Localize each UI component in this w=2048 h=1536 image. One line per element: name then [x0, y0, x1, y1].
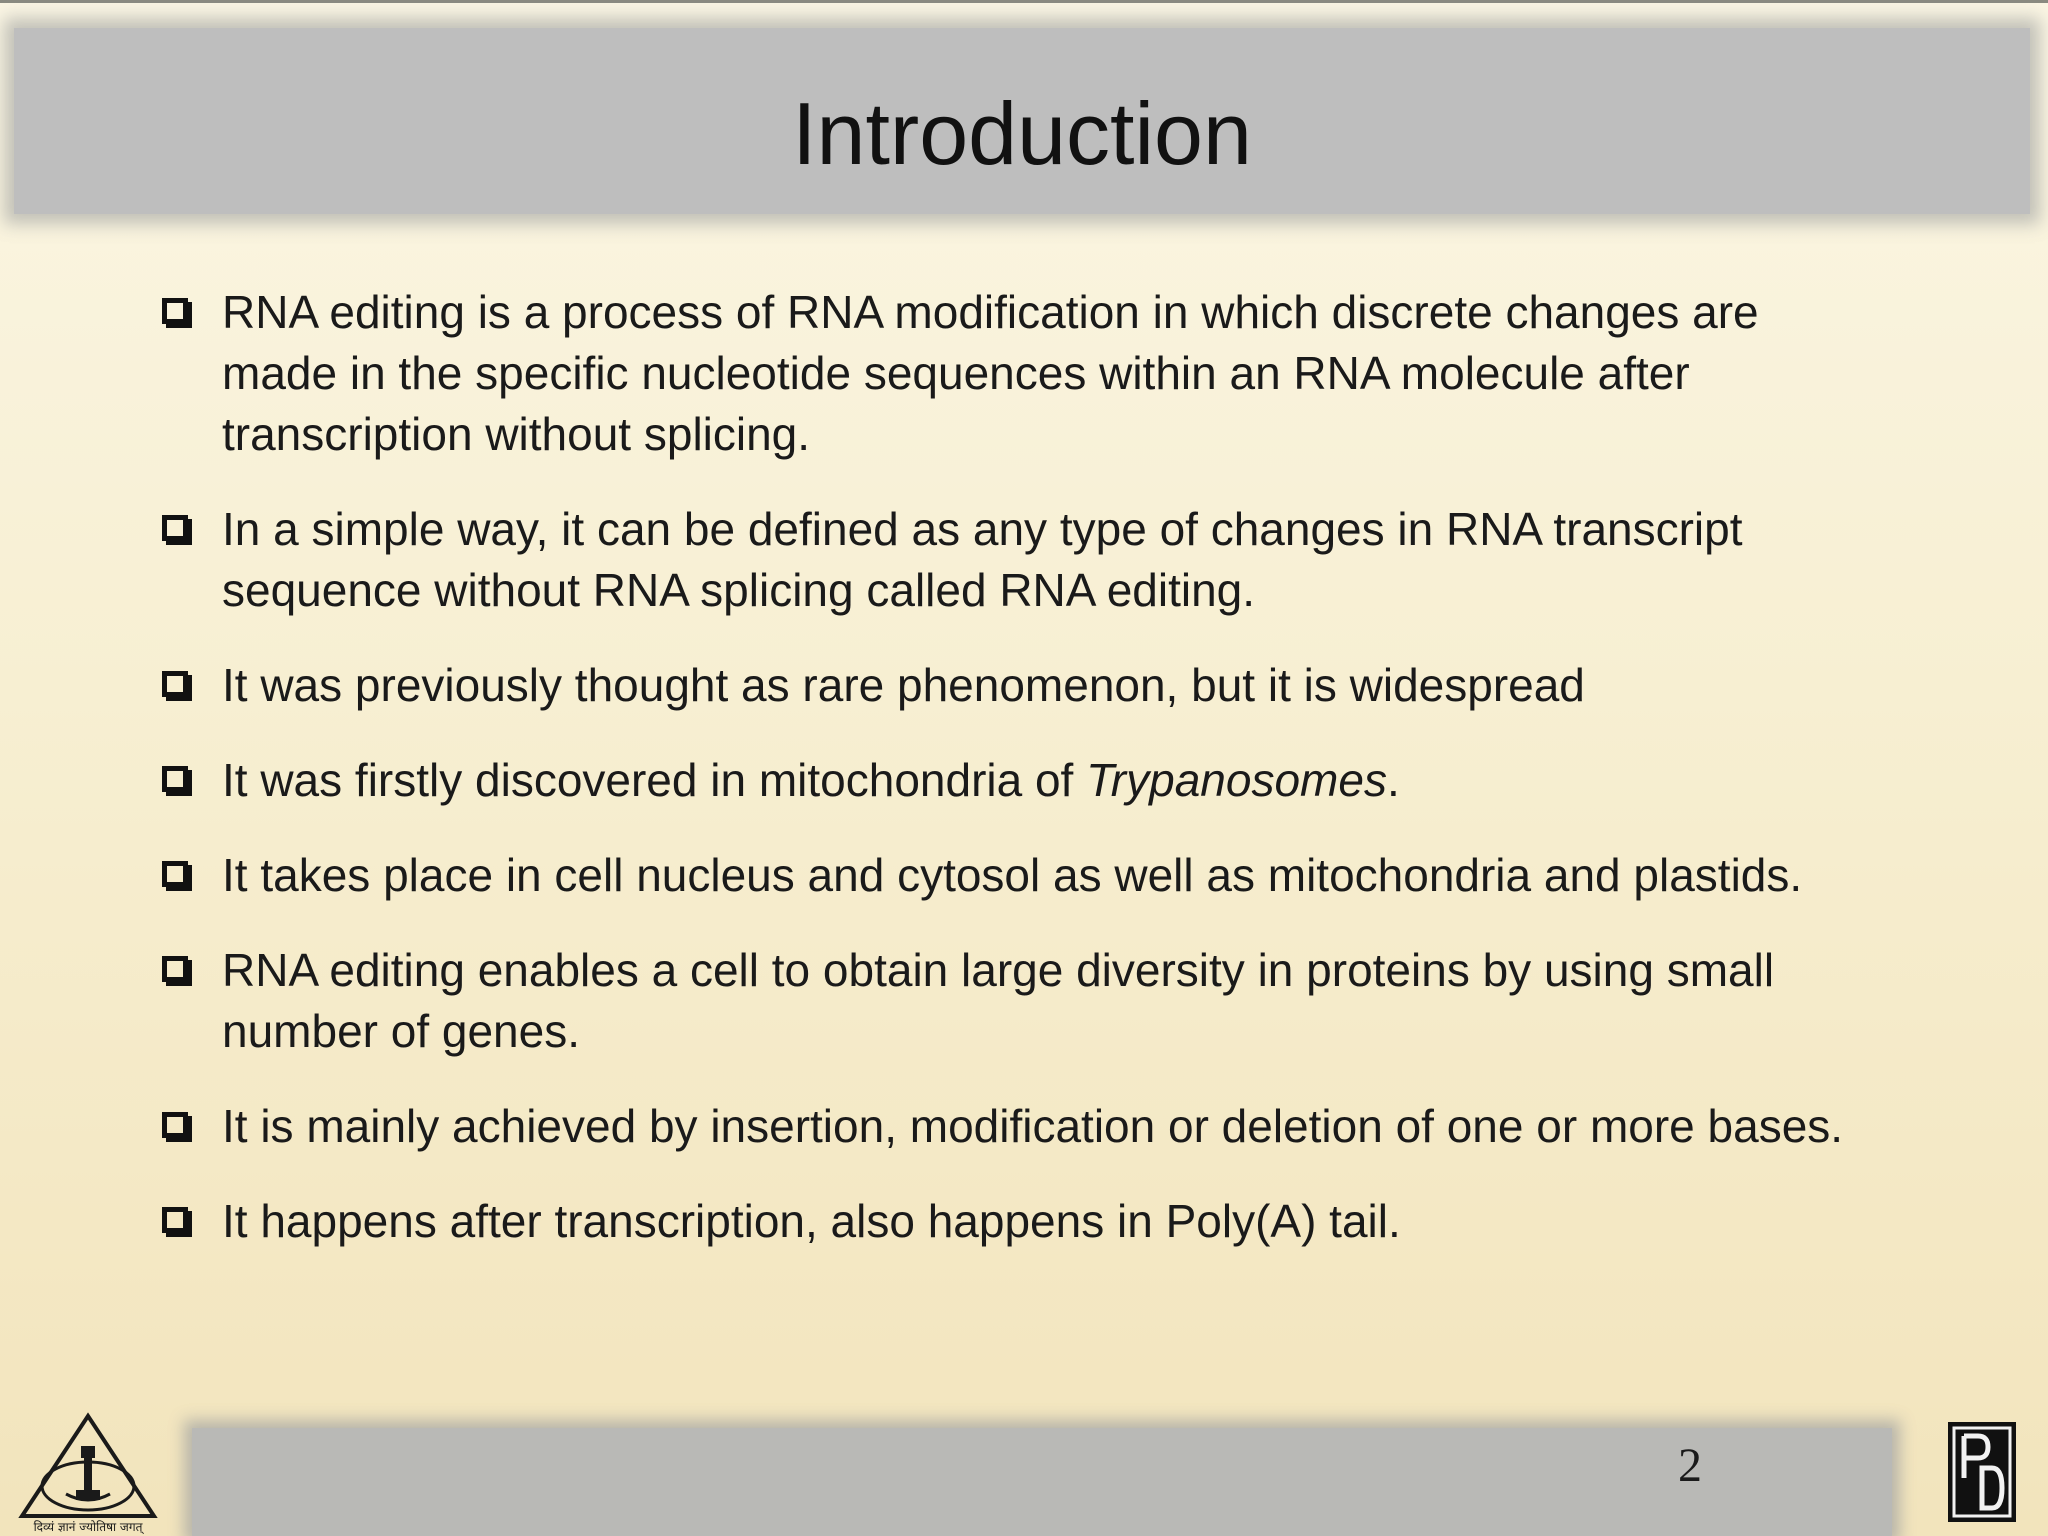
bullet-list — [158, 282, 1858, 1286]
emblem-caption: दिव्यं ज्ञानं ज्योतिषा जगत् — [33, 1520, 143, 1534]
page-number: 2 — [1678, 1439, 1702, 1492]
footer-band — [192, 1428, 1892, 1536]
bullet-item — [158, 282, 1858, 465]
checkbox-bullet-icon — [162, 1207, 188, 1233]
checkbox-bullet-icon — [162, 766, 188, 792]
bullet-text: It was previously thought as rare phenomenon, but it is widespread — [222, 659, 1585, 711]
bullet-item — [158, 845, 1858, 906]
bullet-emphasis: Trypanosomes — [1086, 754, 1387, 806]
title-band — [14, 28, 2030, 214]
checkbox-bullet-icon — [162, 515, 188, 541]
checkbox-bullet-icon — [162, 956, 188, 982]
bullet-item — [158, 499, 1858, 621]
bullet-item — [158, 1096, 1858, 1157]
checkbox-bullet-icon — [162, 861, 188, 887]
institution-emblem-icon — [18, 1410, 164, 1536]
bullet-text: RNA editing enables a cell to obtain large diversity in proteins by using small number of genes. — [222, 944, 1775, 1057]
pd-monogram-icon — [1946, 1420, 2018, 1524]
checkbox-bullet-icon — [162, 671, 188, 697]
bullet-item — [158, 940, 1858, 1062]
checkbox-bullet-icon — [162, 1112, 188, 1138]
bullet-suffix: . — [1386, 754, 1400, 806]
bullet-text: In a simple way, it can be defined as any type of changes in RNA transcript sequence without RNA splicing called RNA editing. — [222, 503, 1743, 616]
bullet-item — [158, 1191, 1858, 1252]
bullet-text: RNA editing is a process of RNA modification in which discrete changes are made in the specific nucleotide sequences within an RNA molecule after transcription without splicing. — [222, 286, 1759, 460]
bullet-item — [158, 655, 1858, 716]
bullet-text: It was firstly discovered in mitochondria of — [222, 754, 1087, 806]
bullet-text: It takes place in cell nucleus and cytosol as well as mitochondria and plastids. — [222, 849, 1803, 901]
checkbox-bullet-icon — [162, 298, 188, 324]
slide-title: Introduction — [792, 84, 1252, 183]
bullet-text: It is mainly achieved by insertion, modification or deletion of one or more bases. — [222, 1100, 1844, 1152]
top-border-line — [0, 0, 2048, 3]
bullet-item — [158, 750, 1858, 811]
bullet-text: It happens after transcription, also happens in Poly(A) tail. — [222, 1195, 1401, 1247]
